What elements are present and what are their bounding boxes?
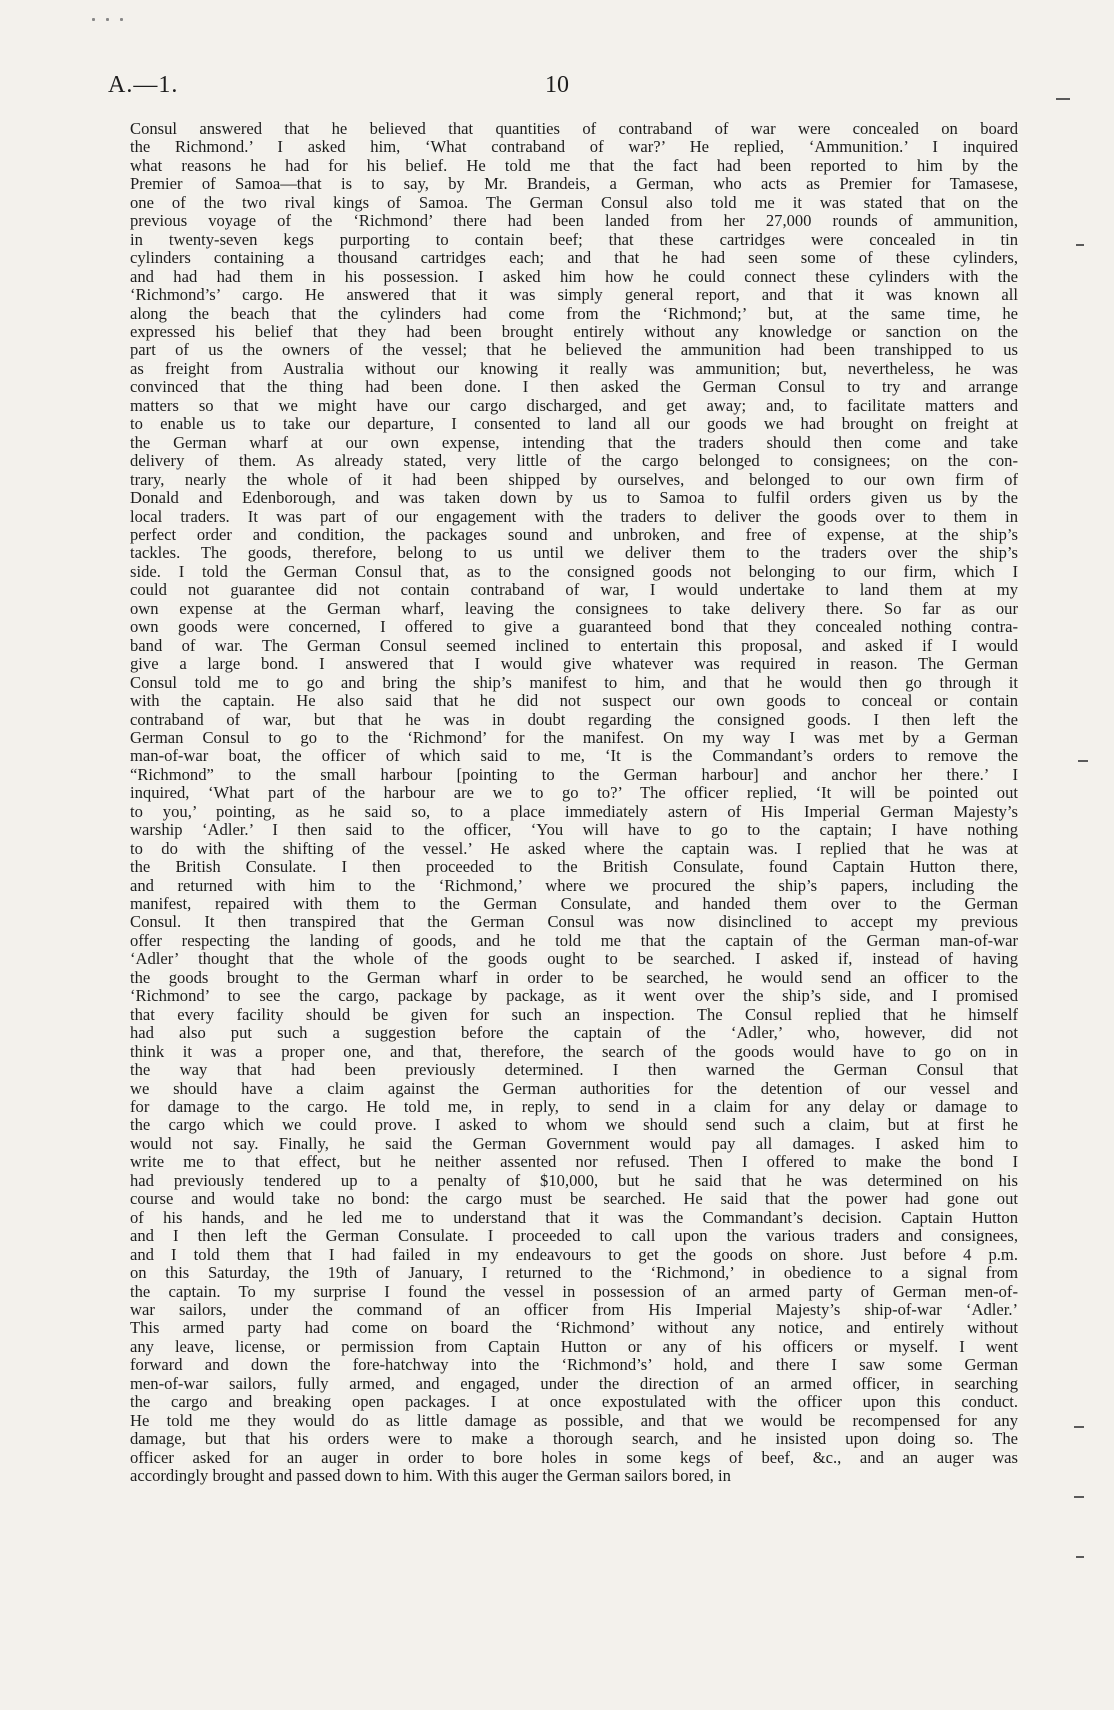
text-line: the captain. To my surprise I found the vessel in possession of an armed party of German men-of- xyxy=(130,1282,1018,1301)
text-line: the cargo which we could prove. I asked to whom we should send such a claim, but at first he xyxy=(130,1116,1018,1135)
text-line: “Richmond” to the small harbour [pointing to the German harbour] and anchor her there.’ I xyxy=(130,765,1018,784)
text-line: part of us the owners of the vessel; that he believed the ammunition had been transhipped to us xyxy=(130,341,1018,360)
text-line: to do with the shifting of the vessel.’ He asked where the captain was. I replied that he was at xyxy=(130,839,1018,858)
text-line: and returned with him to the ‘Richmond,’ where we procured the ship’s papers, including the xyxy=(130,876,1018,895)
text-line: ‘Richmond’ to see the cargo, package by package, as it went over the ship’s side, and I promised xyxy=(130,987,1018,1006)
text-line: delivery of them. As already stated, very little of the cargo belonged to consignees; on the con- xyxy=(130,452,1018,471)
margin-mark xyxy=(1076,1556,1084,1558)
text-line: man-of-war boat, the officer of which said to me, ‘It is the Commandant’s orders to remove the xyxy=(130,747,1018,766)
text-line: matters so that we might have our cargo discharged, and get away; and, to facilitate matters and xyxy=(130,396,1018,415)
text-line: Donald and Edenborough, and was taken down by us to Samoa to fulfil orders given us by the xyxy=(130,489,1018,508)
text-line: in twenty-seven kegs purporting to contain beef; that these cartridges were concealed in tin xyxy=(130,230,1018,249)
text-line: tackles. The goods, therefore, belong to us until we deliver them to the traders over the ship’s xyxy=(130,544,1018,563)
text-line: offer respecting the landing of goods, and he told me that the captain of the German man-of-war xyxy=(130,931,1018,950)
body-text xyxy=(130,120,1018,1486)
text-line: write me to that effect, but he neither assented nor refused. Then I offered to make the bond I xyxy=(130,1153,1018,1172)
text-line: expressed his belief that they had been brought entirely without any knowledge or sanction on the xyxy=(130,322,1018,341)
text-line: any leave, license, or permission from Captain Hutton or any of his officers or myself. I went xyxy=(130,1337,1018,1356)
text-line: cylinders containing a thousand cartridges each; and that he had seen some of these cylinders, xyxy=(130,249,1018,268)
text-line: think it was a proper one, and that, therefore, the search of the goods would have to go on in xyxy=(130,1042,1018,1061)
text-line: along the beach that the cylinders had come from the ‘Richmond;’ but, at the same time, he xyxy=(130,304,1018,323)
text-line: war sailors, under the command of an officer from His Imperial Majesty’s ship-of-war ‘Adler.’ xyxy=(130,1301,1018,1319)
text-line: with the captain. He also said that he did not suspect our own goods to conceal or contain xyxy=(130,692,1018,711)
text-line: perfect order and condition, the packages sound and unbroken, and free of expense, at the ship’s xyxy=(130,525,1018,544)
text-line: the way that had been previously determined. I then warned the German Consul that xyxy=(130,1061,1018,1080)
text-line: would not say. Finally, he said the German Government would pay all damages. I asked him to xyxy=(130,1134,1018,1153)
text-line: give a large bond. I answered that I would give whatever was required in reason. The German xyxy=(130,655,1018,674)
text-line: the cargo and breaking open packages. I at once expostulated with the officer upon this conduct. xyxy=(130,1393,1018,1412)
text-line: one of the two rival kings of Samoa. The German Consul also told me it was stated that on the xyxy=(130,193,1018,212)
text-line: men-of-war sailors, fully armed, and engaged, under the direction of an armed officer, in searching xyxy=(130,1374,1018,1393)
text-line: contraband of war, but that he was in doubt regarding the consigned goods. I then left the xyxy=(130,710,1018,729)
text-line: accordingly brought and passed down to him. With this auger the German sailors bored, in xyxy=(130,1467,731,1486)
text-line: trary, nearly the whole of it had been shipped by ourselves, and belonged to our own firm of xyxy=(130,470,1018,489)
text-line: own expense at the German wharf, leaving the consignees to take delivery there. So far as our xyxy=(130,599,1018,618)
text-line: what reasons he had for his belief. He told me that the fact had been reported to him by the xyxy=(130,156,1018,175)
text-line: ‘Richmond’s’ cargo. He answered that it was simply general report, and that it was known all xyxy=(130,286,1018,305)
text-line: band of war. The German Consul seemed inclined to entertain this proposal, and asked if I would xyxy=(130,636,1018,655)
text-line: He told me they would do as little damage as possible, and that we would be recompensed for any xyxy=(130,1411,1018,1430)
page-number: 10 xyxy=(545,72,569,98)
text-line: previous voyage of the ‘Richmond’ there had been landed from her 27,000 rounds of ammunition, xyxy=(130,212,1018,231)
margin-mark xyxy=(1076,244,1084,246)
text-line: we should have a claim against the German authorities for the detention of our vessel and xyxy=(130,1079,1018,1098)
scan-speck xyxy=(106,18,109,21)
text-line: side. I told the German Consul that, as to the consigned goods not belonging to our firm, which I xyxy=(130,562,1018,581)
text-line: the goods brought to the German wharf in order to be searched, he would send an officer to the xyxy=(130,968,1018,987)
text-line: damage, but that his orders were to make a thorough search, and he insisted upon doing so. The xyxy=(130,1430,1018,1449)
text-line: German Consul to go to the ‘Richmond’ for the manifest. On my way I was met by a German xyxy=(130,728,1018,747)
text-line: local traders. It was part of our engagement with the traders to deliver the goods over to them in xyxy=(130,507,1018,526)
text-line: forward and down the fore-hatchway into the ‘Richmond’s’ hold, and there I saw some German xyxy=(130,1356,1018,1375)
text-line: could not guarantee did not contain contraband of war, I would undertake to land them at my xyxy=(130,581,1018,600)
text-line: as freight from Australia without our knowing it really was ammunition; but, nevertheless, he was xyxy=(130,359,1018,378)
text-line: the German wharf at our own expense, intending that the traders should then come and take xyxy=(130,433,1018,452)
margin-mark xyxy=(1074,1496,1084,1498)
text-line: and I told them that I had failed in my endeavours to get the goods on shore. Just before 4 p.m. xyxy=(130,1245,1018,1264)
text-line: had also put such a suggestion before the captain of the ‘Adler,’ who, however, did not xyxy=(130,1024,1018,1043)
margin-mark xyxy=(1074,1426,1084,1428)
text-line: officer asked for an auger in order to bore holes in some kegs of beef, &c., and an auger was xyxy=(130,1448,1018,1467)
margin-mark xyxy=(1056,98,1070,100)
text-line: Consul told me to go and bring the ship’s manifest to him, and that he would then go through it xyxy=(130,673,1018,692)
text-line: that every facility should be given for such an inspection. The Consul replied that he himself xyxy=(130,1005,1018,1024)
text-line: on this Saturday, the 19th of January, I returned to the ‘Richmond,’ in obedience to a signal from xyxy=(130,1264,1018,1283)
text-line: had previously tendered up to a penalty of $10,000, but he said that he was determined on his xyxy=(130,1171,1018,1190)
text-line: and had had them in his possession. I asked him how he could connect these cylinders with the xyxy=(130,267,1018,286)
text-line: the British Consulate. I then proceeded to the British Consulate, found Captain Hutton there, xyxy=(130,858,1018,877)
text-line: Premier of Samoa—that is to say, by Mr. Brandeis, a German, who acts as Premier for Tamasese, xyxy=(130,175,1018,194)
text-line: own goods were concerned, I offered to give a guaranteed bond that they concealed nothing contra- xyxy=(130,618,1018,637)
margin-mark xyxy=(1078,760,1088,762)
text-line: to enable us to take our departure, I consented to land all our goods we had brought on freight at xyxy=(130,415,1018,434)
scan-speck xyxy=(92,18,95,21)
text-line: and I then left the German Consulate. I proceeded to call upon the various traders and consignees, xyxy=(130,1227,1018,1246)
text-line: of his hands, and he led me to understand that it was the Commandant’s decision. Captain Hutton xyxy=(130,1208,1018,1227)
page-header xyxy=(0,0,1114,110)
text-line: for damage to the cargo. He told me, in reply, to send in a claim for any delay or damage to xyxy=(130,1098,1018,1117)
text-line: manifest, repaired with them to the German Consulate, and handed them over to the German xyxy=(130,895,1018,914)
text-line: to you,’ pointing, as he said so, to a place immediately astern of His Imperial German Majesty’s xyxy=(130,802,1018,821)
text-line: Consul answered that he believed that quantities of contraband of war were concealed on board xyxy=(130,120,1018,138)
text-line: inquired, ‘What part of the harbour are we to go to?’ The officer replied, ‘It will be pointed out xyxy=(130,784,1018,803)
text-line: the Richmond.’ I asked him, ‘What contraband of war?’ He replied, ‘Ammunition.’ I inquired xyxy=(130,138,1018,157)
text-line: Consul. It then transpired that the German Consul was now disinclined to accept my previous xyxy=(130,913,1018,932)
text-line: This armed party had come on board the ‘Richmond’ without any notice, and entirely without xyxy=(130,1319,1018,1338)
text-line: ‘Adler’ thought that the whole of the goods ought to be searched. I asked if, instead of having xyxy=(130,950,1018,969)
text-line: course and would take no bond: the cargo must be searched. He said that the power had gone out xyxy=(130,1190,1018,1209)
text-line: convinced that the thing had been done. I then asked the German Consul to try and arrange xyxy=(130,378,1018,397)
scan-speck xyxy=(120,18,123,21)
document-reference: A.—1. xyxy=(108,72,179,98)
text-line: warship ‘Adler.’ I then said to the officer, ‘You will have to go to the captain; I have nothing xyxy=(130,821,1018,840)
